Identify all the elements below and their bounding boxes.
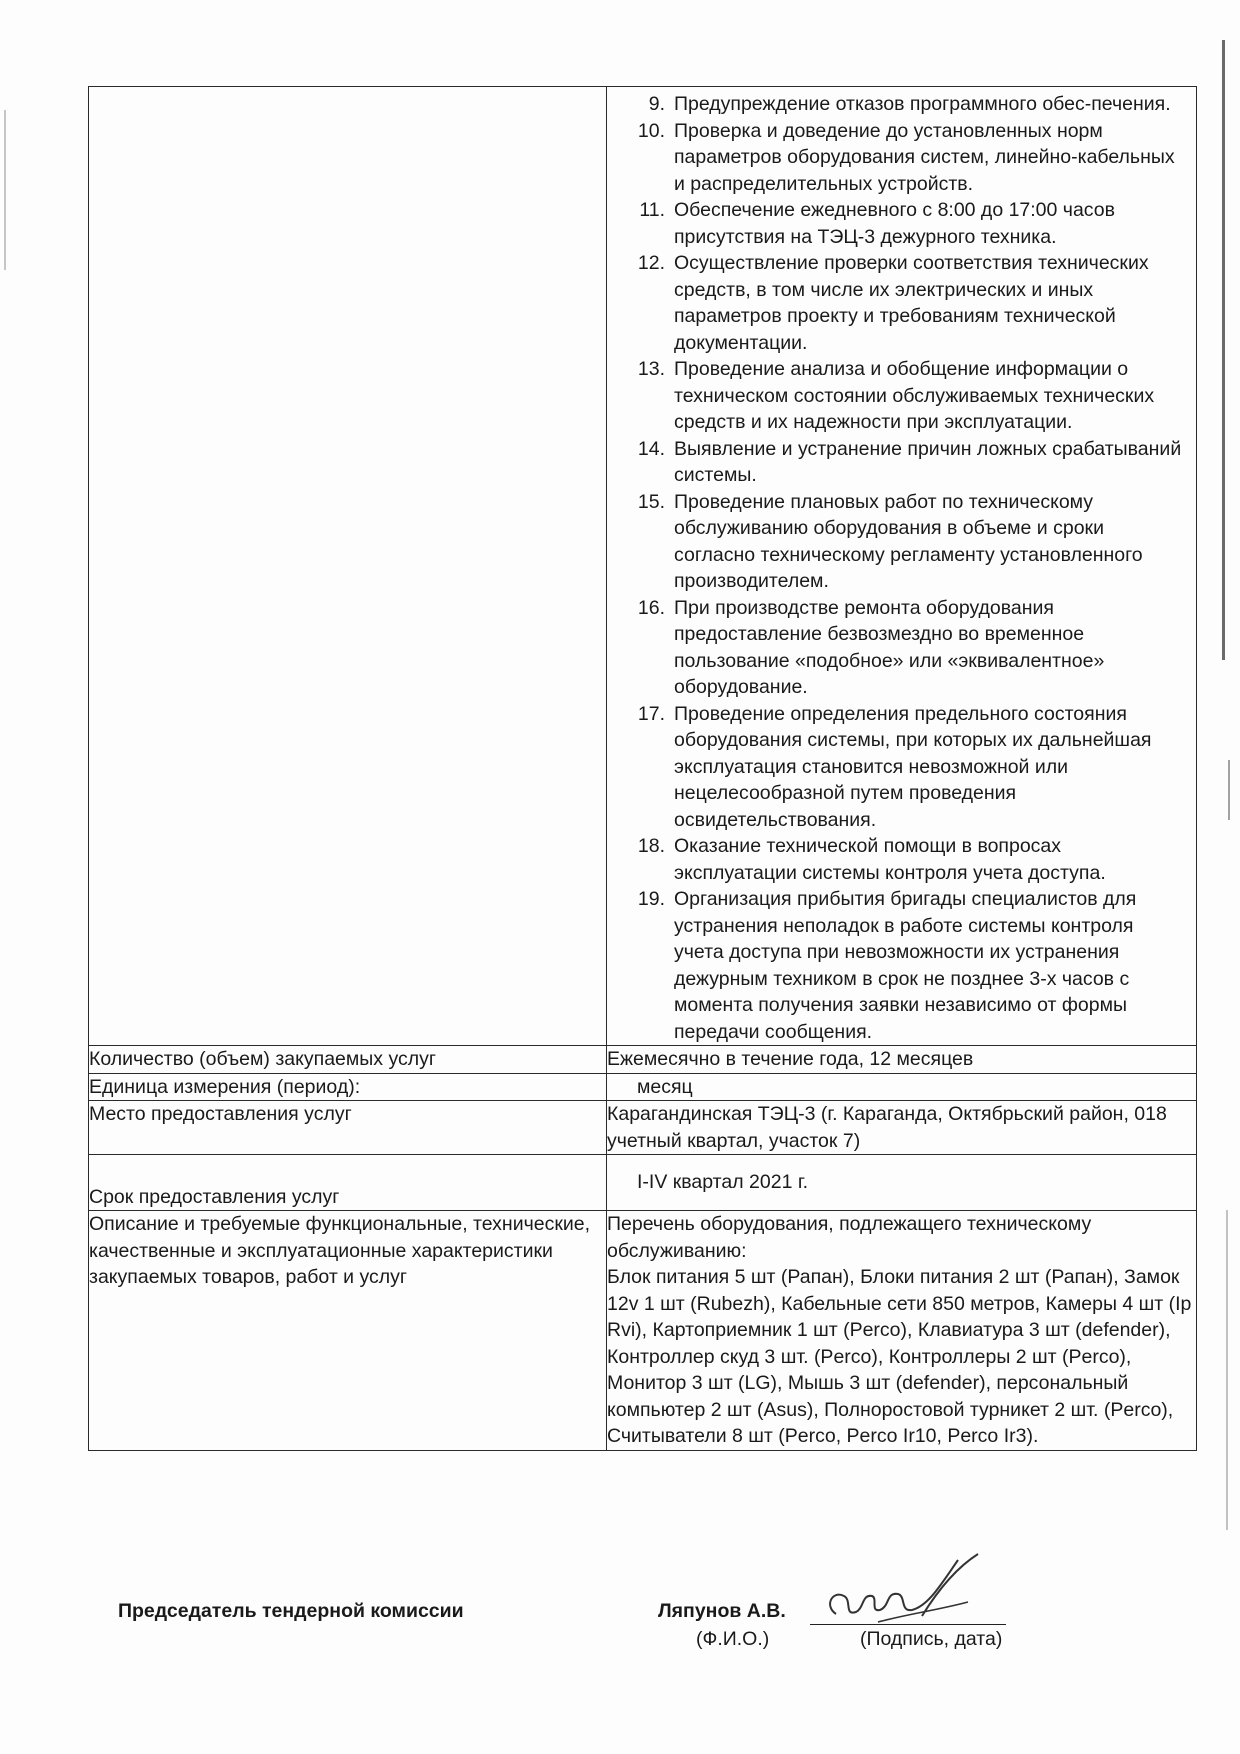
item-text: Выявление и устранение причин ложных срабатываний системы.	[674, 437, 1182, 486]
description-value	[607, 1211, 1197, 1451]
item-text: Проведение определения предельного состояния оборудования системы, при которых их дальнейшая эксплуатация становится невозможной или нецелесообразной путем проведения освидетельствования.	[674, 702, 1152, 831]
equipment-intro: Перечень оборудования, подлежащего техническому обслуживанию:	[607, 1213, 1092, 1262]
quantity-label: Количество (объем) закупаемых услуг	[89, 1046, 607, 1074]
scan-edge-mark	[1228, 760, 1230, 820]
item-number: 15.	[637, 490, 665, 513]
list-item	[607, 595, 1188, 701]
item-text: Осуществление проверки соответствия технических средств, в том числе их электрических и иных параметров проекту и требованиям технической документации.	[674, 252, 1149, 354]
list-item	[607, 197, 1188, 250]
unit-label: Единица измерения (период):	[89, 1073, 607, 1101]
item-text: Организация прибытия бригады специалистов для устранения неполадок в работе системы контроля учета доступа при невозможности их устранения дежурным техником в срок не позднее 3-х часов с момента получения заявки независимо от формы передачи сообщения.	[674, 888, 1137, 1043]
chair-label: Председатель тендерной комиссии	[118, 1600, 464, 1622]
sign-date-caption: (Подпись, дата)	[860, 1628, 1003, 1650]
item-text: Проведение анализа и обобщение информации о техническом состоянии обслуживаемых технических средств и их надежности при эксплуатации.	[674, 358, 1155, 433]
item-number: 17.	[637, 702, 665, 725]
item-number: 13.	[637, 358, 665, 380]
item-number: 18.	[637, 835, 665, 857]
description-label: Описание и требуемые функциональные, технические, качественные и эксплуатационные характеристики закупаемых товаров, работ и услуг	[89, 1211, 607, 1451]
spec-table	[88, 86, 1197, 1451]
table-row	[89, 1073, 1197, 1101]
place-label: Место предоставления услуг	[89, 1101, 607, 1155]
item-text: Обеспечение ежедневного с 8:00 до 17:00 часов присутствия на ТЭЦ-3 дежурного техника.	[674, 199, 1115, 248]
chair-name: Ляпунов А.В.	[658, 1600, 786, 1622]
scan-edge-mark	[1226, 1210, 1228, 1530]
item-text: Предупреждение отказов программного обес-печения.	[674, 93, 1171, 115]
table-row	[89, 1155, 1197, 1211]
list-item	[607, 886, 1188, 1045]
list-item	[607, 91, 1188, 118]
list-item	[607, 701, 1188, 834]
item-number: 10.	[637, 119, 665, 142]
services-cell	[607, 87, 1197, 1046]
table-row	[89, 1211, 1197, 1451]
signature-block	[118, 1590, 1118, 1670]
item-number: 11.	[639, 199, 665, 221]
list-item	[607, 489, 1188, 595]
fio-caption: (Ф.И.О.)	[696, 1628, 770, 1650]
table-row	[89, 1046, 1197, 1074]
item-number: 12.	[637, 252, 665, 274]
handwritten-signature	[818, 1550, 1018, 1632]
item-text: Оказание технической помощи в вопросах эксплуатации системы контроля учета доступа.	[674, 835, 1106, 884]
item-text: Проведение плановых работ по техническому обслуживанию оборудования в объеме и сроки согласно техническому регламенту установленного производителем.	[674, 490, 1143, 592]
scan-edge-mark	[1222, 40, 1225, 660]
item-number: 9.	[648, 93, 665, 115]
item-text: Проверка и доведение до установленных норм параметров оборудования систем, линейно-кабельных и распределительных устройств.	[674, 119, 1175, 195]
place-value: Карагандинская ТЭЦ-3 (г. Караганда, Октябрьский район, 018 учетный квартал, участок 7)	[607, 1101, 1197, 1155]
scan-edge-mark	[4, 110, 6, 270]
term-value: I-IV квартал 2021 г.	[607, 1155, 1197, 1211]
table-row	[89, 1101, 1197, 1155]
empty-cell	[89, 87, 607, 1046]
list-item	[607, 833, 1188, 886]
item-number: 19.	[637, 888, 665, 910]
list-item	[607, 436, 1188, 489]
list-item	[607, 118, 1188, 198]
unit-value: месяц	[607, 1073, 1197, 1101]
item-text: При производстве ремонта оборудования предоставление безвозмездно во временное пользование «подобное» или «эквивалентное» оборудование.	[674, 596, 1105, 698]
equipment-list: Блок питания 5 шт (Рапан), Блоки питания 2 шт (Рапан), Замок 12v 1 шт (Rubezh), Кабельные сети 850 метров, Камеры 4 шт (Ip Rvi), Картоприемник 1 шт (Perco), Клавиатура 3 шт (defender), Контроллер скуд 3 шт. (Perco), Контроллеры 2 шт (Perco), Монитор 3 шт (LG), Мышь 3 шт (defender), персональный компьютер 2 шт (Asus), Полноростовой турникет 2 шт. (Perco), Считыватели 8 шт (Perco, Perco Ir10, Perco Ir3).	[607, 1266, 1192, 1447]
term-label: Срок предоставления услуг	[89, 1155, 607, 1211]
services-list	[607, 87, 1196, 1045]
quantity-value: Ежемесячно в течение года, 12 месяцев	[607, 1046, 1197, 1074]
item-number: 14.	[637, 437, 665, 460]
list-item	[607, 356, 1188, 436]
item-number: 16.	[637, 596, 665, 619]
table-row	[89, 87, 1197, 1046]
list-item	[607, 250, 1188, 356]
